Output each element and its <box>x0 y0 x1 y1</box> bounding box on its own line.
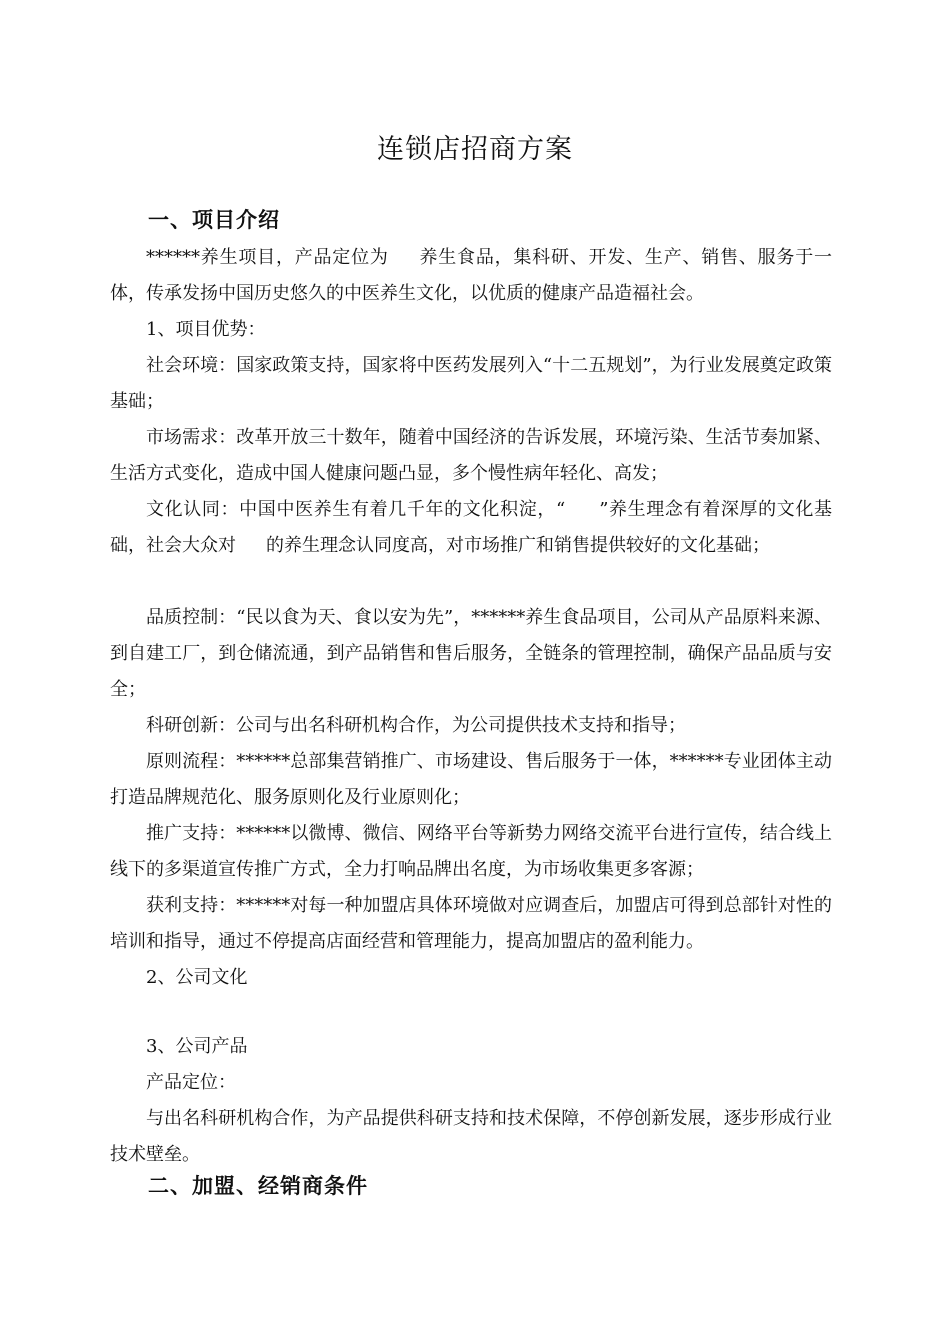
paragraph-process: 原则流程：******总部集营销推广、市场建设、售后服务于一体，******专业团体主动打造品牌规范化、服务原则化及行业原则化； <box>110 751 832 808</box>
intro-text-a: ******养生项目，产品定位为 <box>146 247 389 268</box>
intro-text-b: 养生食品，集科研、开发、生产、销售、服务于一体，传承发扬中国历史悠久的中医养生文化，以优质的健康产品造福社会。 <box>110 247 833 304</box>
culture-text-a: 文化认同：中国中医养生有着几千年的文化积淀，“ <box>146 499 566 520</box>
culture-text-c: 的养生理念认同度高，对市场推广和销售提供较好的文化基础； <box>266 535 770 556</box>
section-heading-franchise-conditions: 二、加盟、经销商条件 <box>148 1173 368 1198</box>
label-product-positioning: 产品定位： <box>146 1072 236 1093</box>
paragraph-promotion-support: 推广支持：******以微博、微信、网络平台等新势力网络交流平台进行宣传，结合线上线下的多渠道宣传推广方式，全力打响品牌出名度，为市场收集更多客源； <box>110 823 832 880</box>
section-heading-project-intro: 一、项目介绍 <box>148 207 280 232</box>
subheading-company-products: 3、公司产品 <box>146 1036 248 1057</box>
paragraph-intro <box>110 240 832 312</box>
subheading-project-advantages: 1、项目优势： <box>146 319 266 340</box>
paragraph-product-positioning: 与出名科研机构合作，为产品提供科研支持和技术保障，不停创新发展，逐步形成行业技术壁垒。 <box>110 1108 832 1165</box>
subheading-company-culture: 2、公司文化 <box>146 967 248 988</box>
paragraph-quality-control: 品质控制：“民以食为天、食以安为先”，******养生食品项目，公司从产品原料来源、到自建工厂，到仓储流通，到产品销售和售后服务，全链条的管理控制，确保产品品质与安全； <box>110 607 832 700</box>
document-title: 连锁店招商方案 <box>377 134 573 165</box>
paragraph-cultural-recognition <box>110 492 832 564</box>
paragraph-market-demand: 市场需求：改革开放三十数年，随着中国经济的告诉发展，环境污染、生活节奏加紧、生活方式变化，造成中国人健康问题凸显，多个慢性病年轻化、高发； <box>110 427 832 484</box>
paragraph-research-innovation: 科研创新：公司与出名科研机构合作，为公司提供技术支持和指导； <box>146 715 686 736</box>
paragraph-social-environment: 社会环境：国家政策支持，国家将中医药发展列入“十二五规划”，为行业发展奠定政策基础； <box>110 355 832 412</box>
culture-text-b: ”养生理念有着深厚的文化基础，社会大众对 <box>110 499 833 556</box>
paragraph-profit-support: 获利支持：******对每一种加盟店具体环境做对应调查后，加盟店可得到总部针对性的培训和指导，通过不停提高店面经营和管理能力，提高加盟店的盈利能力。 <box>110 895 832 952</box>
